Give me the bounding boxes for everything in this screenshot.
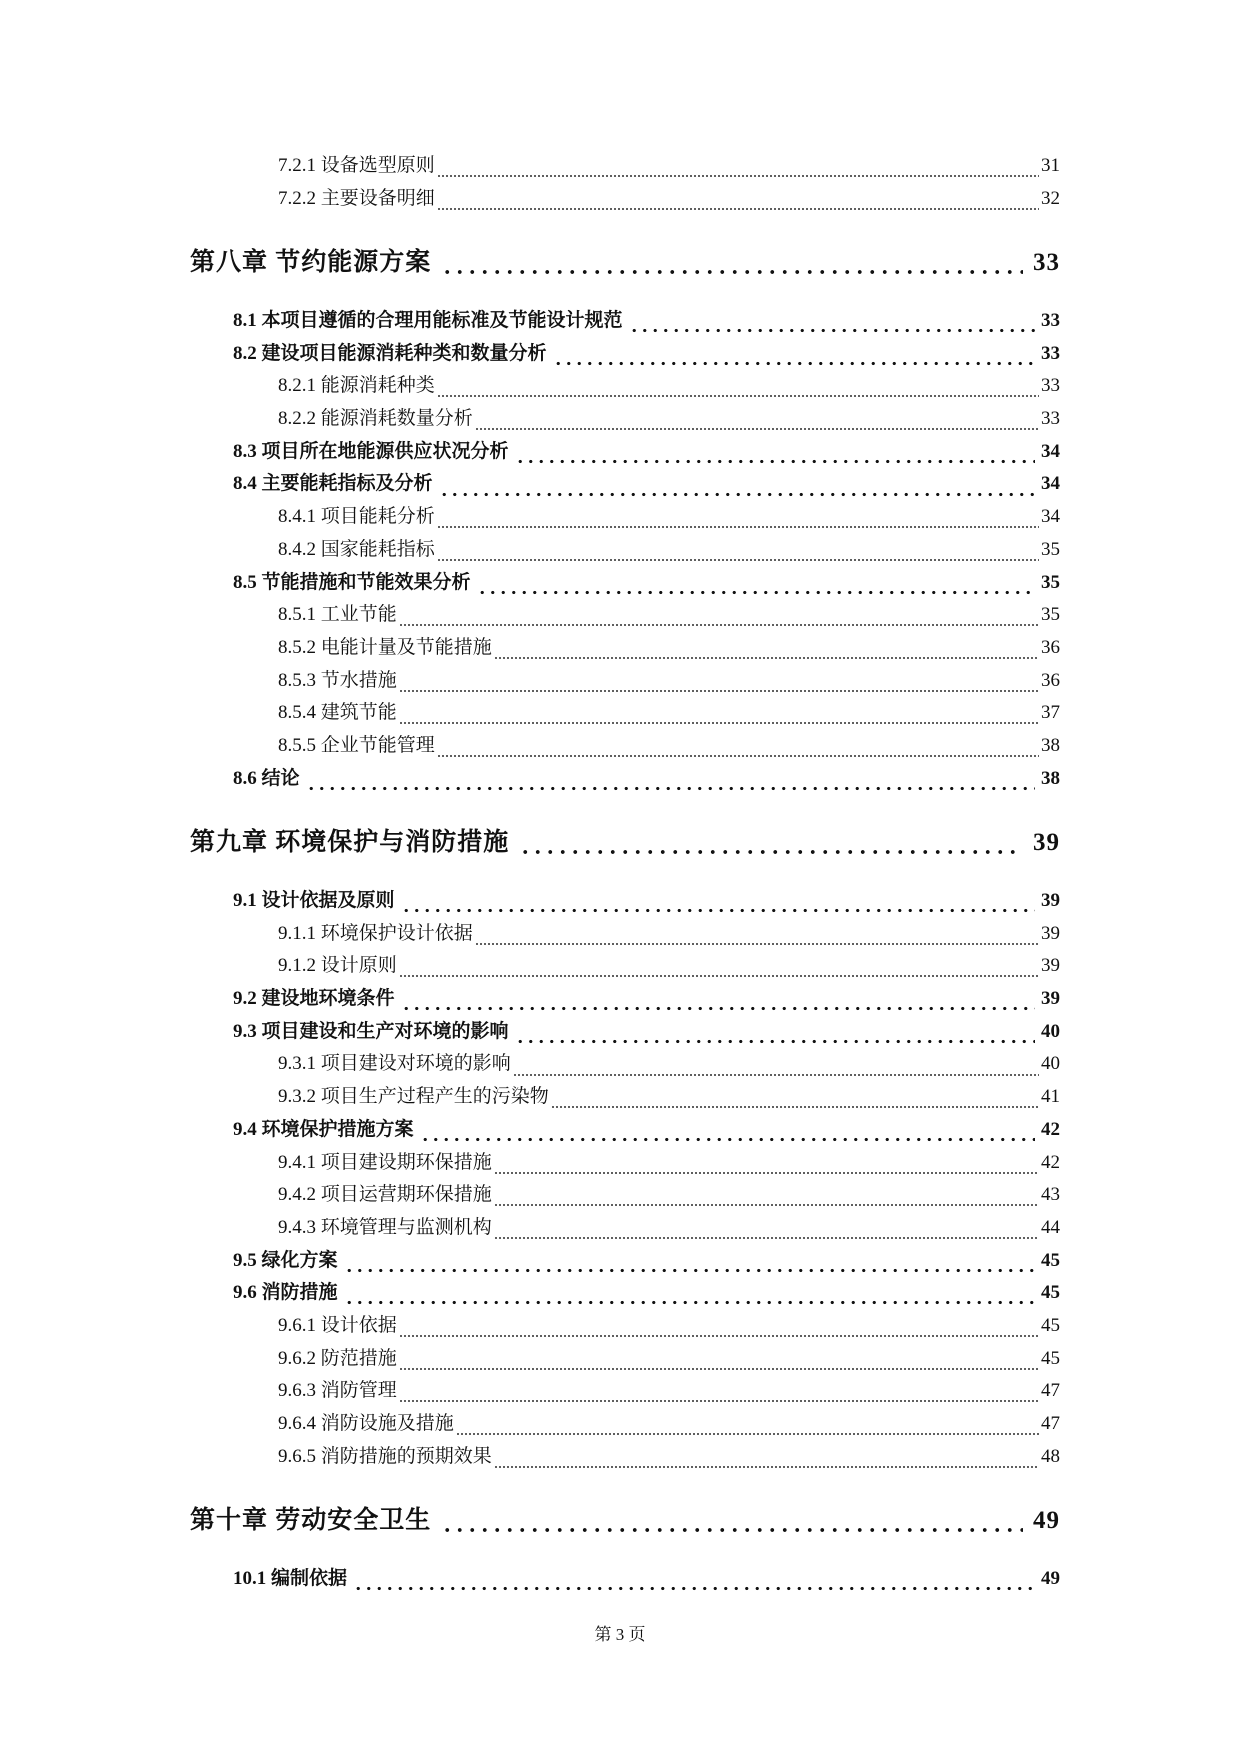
toc-entry-title: 8.1 本项目遵循的合理用能标准及节能设计规范 bbox=[233, 310, 623, 332]
dot-leader bbox=[344, 1277, 1035, 1310]
toc-entry-title: 9.3.2 项目生产过程产生的污染物 bbox=[278, 1086, 549, 1108]
dot-leader bbox=[513, 1049, 1039, 1082]
toc-section-entry[interactable] bbox=[0, 338, 1240, 371]
toc-entry-page: 33 bbox=[1041, 408, 1060, 430]
dot-leader bbox=[629, 305, 1035, 338]
toc-entry-title: 9.4.3 环境管理与监测机构 bbox=[278, 1216, 492, 1238]
toc-entry-page: 45 bbox=[1041, 1347, 1060, 1369]
toc-entry-title: 9.6.5 消防措施的预期效果 bbox=[278, 1445, 492, 1467]
toc-entry-title: 8.5.2 电能计量及节能措施 bbox=[278, 636, 492, 658]
table-of-contents bbox=[0, 150, 1240, 1596]
toc-entry-title: 8.6 结论 bbox=[233, 767, 300, 789]
toc-entry-title: 第八章 节约能源方案 bbox=[190, 249, 432, 277]
toc-entry-title: 9.6.3 消防管理 bbox=[278, 1380, 397, 1402]
toc-section-entry[interactable] bbox=[0, 763, 1240, 796]
dot-leader bbox=[437, 501, 1039, 534]
dot-leader bbox=[399, 697, 1039, 730]
dot-leader bbox=[515, 436, 1035, 469]
dot-leader bbox=[399, 1343, 1039, 1376]
toc-entry-page: 45 bbox=[1041, 1314, 1060, 1336]
toc-chapter-entry[interactable] bbox=[0, 247, 1240, 280]
toc-entry-page: 35 bbox=[1041, 571, 1060, 593]
toc-entry-title: 9.1.1 环境保护设计依据 bbox=[278, 922, 473, 944]
toc-entry-title: 8.5.4 建筑节能 bbox=[278, 702, 397, 724]
toc-entry-title: 第九章 环境保护与消防措施 bbox=[190, 829, 510, 857]
dot-leader bbox=[494, 1212, 1039, 1245]
toc-entry-title: 9.1.2 设计原则 bbox=[278, 955, 397, 977]
toc-subsection-entry[interactable] bbox=[0, 1212, 1240, 1245]
toc-chapter-entry[interactable] bbox=[0, 827, 1240, 860]
toc-entry-title: 9.4 环境保护措施方案 bbox=[233, 1118, 414, 1140]
toc-entry-page: 49 bbox=[1033, 1507, 1060, 1535]
toc-entry-page: 40 bbox=[1041, 1053, 1060, 1075]
toc-entry-title: 8.4.2 国家能耗指标 bbox=[278, 538, 435, 560]
toc-entry-title: 8.5.3 节水措施 bbox=[278, 669, 397, 691]
toc-subsection-entry[interactable] bbox=[0, 1049, 1240, 1082]
toc-entry-title: 9.3.1 项目建设对环境的影响 bbox=[278, 1053, 511, 1075]
dot-leader bbox=[494, 1179, 1039, 1212]
toc-entry-title: 8.2 建设项目能源消耗种类和数量分析 bbox=[233, 342, 547, 364]
toc-entry-page: 39 bbox=[1041, 988, 1060, 1010]
toc-entry-page: 39 bbox=[1041, 922, 1060, 944]
dot-leader bbox=[437, 150, 1039, 183]
toc-entry-page: 42 bbox=[1041, 1151, 1060, 1173]
toc-entry-title: 9.2 建设地环境条件 bbox=[233, 988, 395, 1010]
toc-entry-page: 34 bbox=[1041, 473, 1060, 495]
toc-entry-page: 49 bbox=[1041, 1568, 1060, 1590]
dot-leader bbox=[441, 247, 1023, 280]
toc-entry-title: 8.5 节能措施和节能效果分析 bbox=[233, 571, 471, 593]
toc-entry-title: 8.5.1 工业节能 bbox=[278, 604, 397, 626]
toc-section-entry[interactable] bbox=[0, 885, 1240, 918]
toc-entry-title: 9.6.4 消防设施及措施 bbox=[278, 1413, 454, 1435]
toc-entry-page: 34 bbox=[1041, 506, 1060, 528]
toc-section-entry[interactable] bbox=[0, 983, 1240, 1016]
toc-entry-page: 39 bbox=[1041, 955, 1060, 977]
toc-entry-page: 40 bbox=[1041, 1020, 1060, 1042]
toc-subsection-entry[interactable] bbox=[0, 918, 1240, 951]
toc-entry-page: 38 bbox=[1041, 734, 1060, 756]
page-number-footer: 第 3 页 bbox=[594, 1625, 646, 1644]
toc-entry-title: 8.4 主要能耗指标及分析 bbox=[233, 473, 433, 495]
toc-subsection-entry[interactable] bbox=[0, 730, 1240, 763]
dot-leader bbox=[494, 1441, 1039, 1474]
dot-leader bbox=[477, 567, 1035, 600]
toc-entry-page: 47 bbox=[1041, 1380, 1060, 1402]
toc-entry-page: 45 bbox=[1041, 1249, 1060, 1271]
toc-subsection-entry[interactable] bbox=[0, 1179, 1240, 1212]
toc-entry-title: 10.1 编制依据 bbox=[233, 1568, 348, 1590]
toc-section-entry[interactable] bbox=[0, 1016, 1240, 1049]
toc-subsection-entry[interactable] bbox=[0, 632, 1240, 665]
toc-section-entry[interactable] bbox=[0, 567, 1240, 600]
dot-leader bbox=[437, 730, 1039, 763]
dot-leader bbox=[475, 918, 1039, 951]
toc-subsection-entry[interactable] bbox=[0, 150, 1240, 183]
toc-entry-page: 47 bbox=[1041, 1413, 1060, 1435]
toc-entry-title: 8.3 项目所在地能源供应状况分析 bbox=[233, 440, 509, 462]
toc-subsection-entry[interactable] bbox=[0, 370, 1240, 403]
toc-entry-title: 9.1 设计依据及原则 bbox=[233, 890, 395, 912]
toc-subsection-entry[interactable] bbox=[0, 403, 1240, 436]
toc-subsection-entry[interactable] bbox=[0, 1147, 1240, 1180]
toc-entry-page: 45 bbox=[1041, 1282, 1060, 1304]
toc-subsection-entry[interactable] bbox=[0, 697, 1240, 730]
dot-leader bbox=[494, 1147, 1039, 1180]
toc-section-entry[interactable] bbox=[0, 1114, 1240, 1147]
dot-leader bbox=[399, 599, 1039, 632]
toc-subsection-entry[interactable] bbox=[0, 599, 1240, 632]
toc-entry-page: 36 bbox=[1041, 636, 1060, 658]
toc-entry-title: 8.2.1 能源消耗种类 bbox=[278, 375, 435, 397]
toc-entry-title: 8.5.5 企业节能管理 bbox=[278, 734, 435, 756]
dot-leader bbox=[399, 1310, 1039, 1343]
toc-section-entry[interactable] bbox=[0, 1277, 1240, 1310]
toc-entry-page: 34 bbox=[1041, 440, 1060, 462]
toc-subsection-entry[interactable] bbox=[0, 1375, 1240, 1408]
dot-leader bbox=[344, 1245, 1035, 1278]
dot-leader bbox=[441, 1505, 1023, 1538]
dot-leader bbox=[420, 1114, 1035, 1147]
toc-section-entry[interactable] bbox=[0, 1563, 1240, 1596]
toc-entry-title: 9.6 消防措施 bbox=[233, 1282, 338, 1304]
dot-leader bbox=[439, 469, 1035, 502]
toc-subsection-entry[interactable] bbox=[0, 534, 1240, 567]
dot-leader bbox=[306, 763, 1035, 796]
toc-entry-title: 8.2.2 能源消耗数量分析 bbox=[278, 408, 473, 430]
toc-subsection-entry[interactable] bbox=[0, 1441, 1240, 1474]
dot-leader bbox=[494, 632, 1039, 665]
toc-section-entry[interactable] bbox=[0, 1245, 1240, 1278]
toc-subsection-entry[interactable] bbox=[0, 1310, 1240, 1343]
toc-entry-title: 7.2.1 设备选型原则 bbox=[278, 154, 435, 176]
toc-entry-title: 9.4.1 项目建设期环保措施 bbox=[278, 1151, 492, 1173]
toc-entry-page: 39 bbox=[1041, 890, 1060, 912]
toc-entry-title: 8.4.1 项目能耗分析 bbox=[278, 506, 435, 528]
dot-leader bbox=[515, 1016, 1035, 1049]
toc-subsection-entry[interactable] bbox=[0, 1081, 1240, 1114]
toc-entry-title: 第十章 劳动安全卫生 bbox=[190, 1507, 432, 1535]
toc-entry-title: 7.2.2 主要设备明细 bbox=[278, 187, 435, 209]
dot-leader bbox=[553, 338, 1035, 371]
toc-chapter-entry[interactable] bbox=[0, 1505, 1240, 1538]
dot-leader bbox=[437, 183, 1039, 216]
dot-leader bbox=[399, 950, 1039, 983]
toc-entry-page: 36 bbox=[1041, 669, 1060, 691]
toc-entry-title: 9.6.1 设计依据 bbox=[278, 1314, 397, 1336]
dot-leader bbox=[353, 1563, 1035, 1596]
toc-entry-page: 39 bbox=[1033, 829, 1060, 857]
dot-leader bbox=[437, 534, 1039, 567]
dot-leader bbox=[519, 827, 1023, 860]
toc-entry-page: 35 bbox=[1041, 538, 1060, 560]
toc-subsection-entry[interactable] bbox=[0, 501, 1240, 534]
toc-entry-page: 32 bbox=[1041, 187, 1060, 209]
toc-subsection-entry[interactable] bbox=[0, 665, 1240, 698]
toc-subsection-entry[interactable] bbox=[0, 950, 1240, 983]
toc-entry-page: 43 bbox=[1041, 1184, 1060, 1206]
toc-entry-title: 9.4.2 项目运营期环保措施 bbox=[278, 1184, 492, 1206]
toc-entry-page: 48 bbox=[1041, 1445, 1060, 1467]
toc-entry-page: 33 bbox=[1041, 375, 1060, 397]
toc-section-entry[interactable] bbox=[0, 436, 1240, 469]
dot-leader bbox=[437, 370, 1039, 403]
toc-entry-page: 33 bbox=[1033, 249, 1060, 277]
toc-section-entry[interactable] bbox=[0, 305, 1240, 338]
dot-leader bbox=[399, 1375, 1039, 1408]
toc-entry-title: 9.3 项目建设和生产对环境的影响 bbox=[233, 1020, 509, 1042]
dot-leader bbox=[399, 665, 1039, 698]
toc-entry-page: 37 bbox=[1041, 702, 1060, 724]
dot-leader bbox=[551, 1081, 1039, 1114]
toc-entry-page: 41 bbox=[1041, 1086, 1060, 1108]
toc-subsection-entry[interactable] bbox=[0, 1343, 1240, 1376]
dot-leader bbox=[456, 1408, 1039, 1441]
dot-leader bbox=[401, 983, 1035, 1016]
toc-entry-page: 31 bbox=[1041, 154, 1060, 176]
toc-subsection-entry[interactable] bbox=[0, 1408, 1240, 1441]
dot-leader bbox=[475, 403, 1039, 436]
toc-subsection-entry[interactable] bbox=[0, 183, 1240, 216]
toc-entry-title: 9.5 绿化方案 bbox=[233, 1249, 338, 1271]
toc-section-entry[interactable] bbox=[0, 469, 1240, 502]
toc-entry-page: 33 bbox=[1041, 342, 1060, 364]
dot-leader bbox=[401, 885, 1035, 918]
toc-entry-page: 44 bbox=[1041, 1216, 1060, 1238]
toc-entry-page: 33 bbox=[1041, 310, 1060, 332]
toc-entry-page: 38 bbox=[1041, 767, 1060, 789]
toc-entry-title: 9.6.2 防范措施 bbox=[278, 1347, 397, 1369]
toc-entry-page: 35 bbox=[1041, 604, 1060, 626]
toc-entry-page: 42 bbox=[1041, 1118, 1060, 1140]
